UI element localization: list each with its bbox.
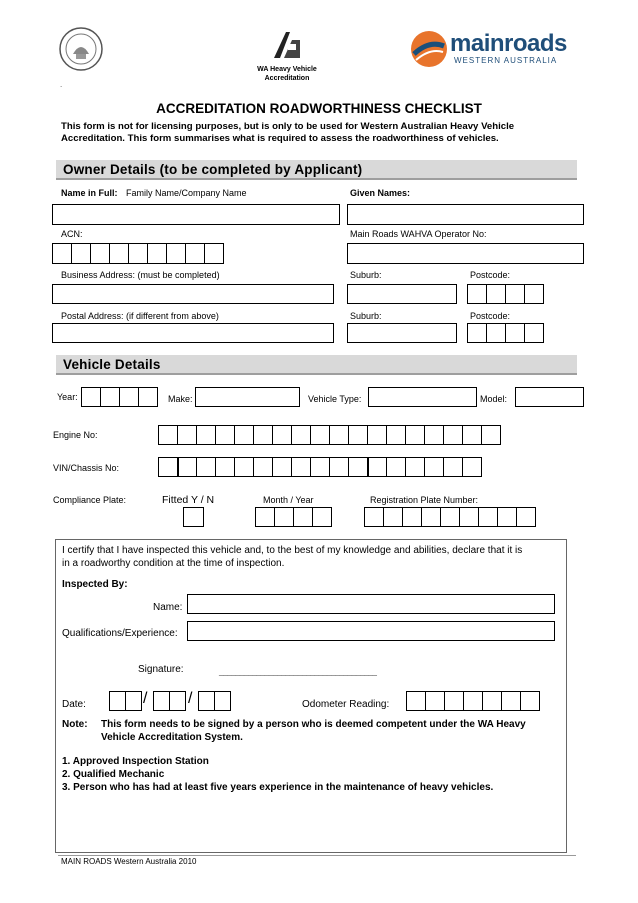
vehicle-type-field[interactable] [368,387,477,407]
suburb-label: Suburb: [350,270,382,280]
model-label: Model: [480,394,508,404]
wa-government-seal [58,26,104,72]
engine-no-cells[interactable] [158,425,500,445]
note-line-1: This form needs to be signed by a person who is deemed competent under the WA Heavy [101,719,526,730]
mainroads-emblem-icon [410,30,448,68]
fitted-yn-label: Fitted Y / N [162,494,215,506]
dot-mark: . [60,80,63,89]
postal-address-field[interactable] [52,323,334,343]
postcode-2-cells[interactable] [467,323,543,343]
vin-label: VIN/Chassis No: [53,463,120,473]
inspector-name-label: Name: [153,602,183,613]
suburb-field[interactable] [347,284,457,304]
operator-no-label: Main Roads WAHVA Operator No: [350,229,487,239]
vehicle-details-heading: Vehicle Details [56,355,577,375]
mainroads-logo [410,30,570,70]
month-year-cells[interactable] [255,507,331,527]
date-label: Date: [62,699,86,710]
note-line-2: Vehicle Accreditation System. [101,732,243,743]
business-address-label: Business Address: (must be completed) [61,270,220,280]
certify-line-2: in a roadworthy condition at the time of inspection. [62,558,285,569]
signature-line[interactable]: ______________________________________ [219,667,377,676]
inspector-name-field[interactable] [187,594,555,614]
vehicle-type-label: Vehicle Type: [308,394,362,404]
competence-item-1: 1. Approved Inspection Station [62,756,209,767]
registration-plate-cells[interactable] [364,507,535,527]
footer-text: MAIN ROADS Western Australia 2010 [61,857,197,866]
note-label: Note: [62,719,88,730]
intro-line-1: This form is not for licensing purposes, but is only to be used for Western Australian Heavy Vehicle [61,121,515,132]
intro-line-2: Accreditation. This form summarises what is required to assess the roadworthiness of vehicles. [61,133,499,144]
inspected-by-label: Inspected By: [62,579,128,590]
given-names-field[interactable] [347,204,584,225]
owner-details-heading: Owner Details (to be completed by Applicant) [56,160,577,180]
business-address-field[interactable] [52,284,334,304]
year-cells[interactable] [81,387,157,407]
signature-label: Signature: [138,664,184,675]
suburb-2-field[interactable] [347,323,457,343]
competence-item-2: 2. Qualified Mechanic [62,769,165,780]
date-slash-1: / [143,690,148,707]
suburb-2-label: Suburb: [350,311,382,321]
compliance-plate-label: Compliance Plate: [53,495,127,505]
date-slash-2: / [188,690,193,707]
certify-line-1: I certify that I have inspected this vehicle and, to the best of my knowledge and abilities, declare that it is [62,545,523,556]
certification-section [55,539,567,853]
postal-address-label: Postal Address: (if different from above) [61,311,219,321]
page-title: ACCREDITATION ROADWORTHINESS CHECKLIST [156,101,482,116]
model-field[interactable] [515,387,584,407]
mainroads-brand: mainroads [450,30,567,57]
acn-label: ACN: [61,229,83,239]
make-label: Make: [168,394,193,404]
date-month-cells[interactable] [153,691,185,711]
postcode-label: Postcode: [470,270,511,280]
postcode-cells[interactable] [467,284,543,304]
registration-plate-label: Registration Plate Number: [370,495,479,505]
make-field[interactable] [195,387,300,407]
odometer-label: Odometer Reading: [302,699,390,710]
name-hint: Family Name/Company Name [126,188,247,198]
footer-divider [58,855,576,856]
name-in-full-label: Name in Full: [61,188,118,198]
wahva-logo-text: WA Heavy Vehicle Accreditation [257,66,317,82]
truck-icon [272,30,302,60]
vin-cells[interactable] [158,457,481,477]
engine-no-label: Engine No: [53,430,98,440]
postcode-2-label: Postcode: [470,311,511,321]
qualifications-label: Qualifications/Experience: [62,628,178,639]
given-names-label: Given Names: [350,188,411,198]
name-in-full-field[interactable] [52,204,340,225]
odometer-cells[interactable] [406,691,539,711]
mainroads-sub: WESTERN AUSTRALIA [454,56,558,65]
operator-no-field[interactable] [347,243,584,264]
date-year-cells[interactable] [198,691,230,711]
date-day-cells[interactable] [109,691,141,711]
wahva-logo [252,30,322,90]
fitted-yn-field[interactable] [183,507,204,527]
year-label: Year: [57,392,78,402]
competence-item-3: 3. Person who has had at least five years experience in the maintenance of heavy vehicles. [62,782,494,793]
month-year-label: Month / Year [263,495,314,505]
acn-cells[interactable] [52,243,223,264]
qualifications-field[interactable] [187,621,555,641]
